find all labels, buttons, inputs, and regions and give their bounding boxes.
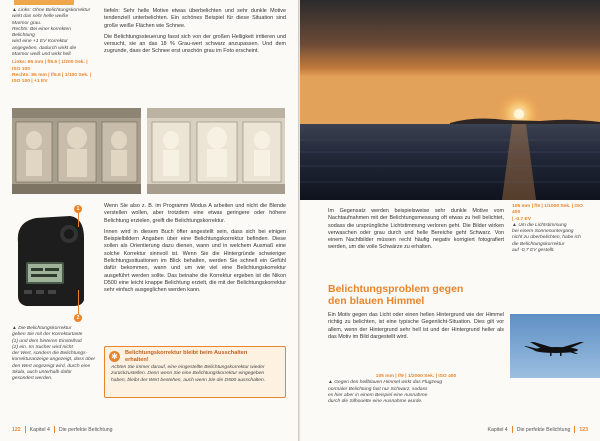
section-heading: [328, 283, 504, 307]
exif-info: Rechts: 85 mm | f/5.6 | 1/100 Sek. | ISO 100 | +1 EV: [12, 72, 92, 85]
callout-line: [78, 213, 79, 227]
caption-line: gesondert werden.: [12, 376, 53, 382]
caption-line: wird eine +1 EV Korrektur: [12, 39, 68, 45]
photo-sunset-sea: [300, 0, 600, 200]
photo-airplane-sky: [510, 314, 600, 378]
tip-line: Achten Sie immer darauf, eine eingestellte Belichtungskorrektur wieder: [111, 365, 265, 370]
paragraph: Die Belichtungssteuerung fasst sich von der großen Helligkeit irritieren und versucht, sie an das 18 % Grau-wert schwarz anzupassen. Und dem zugrunde, dass der Schnee erst unschön grau im Foto erscheint.: [104, 33, 286, 55]
body-text-mid: [104, 203, 286, 299]
paragraph: Innen wird in diesem Buch öfter angestellt sein, dass sich bei einigen Beispielbildern Angaben über eine Belichtungskorrektur befinden. Diese sollen als Orientierung dazu dienen, wann und in welchem Ausmaß eine solche Korrektur sinnvoll ist. Wenn Sie die Hintergründe schwieriger Belichtungssituationen im Blick behalten, werden Sie schnell ein Gefühl dafür bekommen, wann und um wie viel eine Belichtungskorrektur ausgeführt werden sollte. Das beinahe die Korrektur ergeben ist die Nikon D500 eine leicht knappe Belichtung erzielt, die mit der Belichtungskorrektur sehr einfach ausgeglichen werden kann.: [104, 228, 286, 294]
exif-info: | -0.7 EV: [512, 216, 532, 222]
caption-line: wirkt das sehr helle weiße: [12, 14, 69, 20]
caption-line: der Wert, sondern die Belichtungs-: [12, 351, 88, 357]
caption-line: ▲ Um die Lichtstimmung: [512, 222, 567, 228]
caption-bottom-right: [328, 374, 504, 405]
heading-line: Belichtungsproblem gegen: [328, 283, 464, 295]
caption-line: ▲ Die Belichtungskorrektur: [12, 326, 72, 331]
exif-info: 105 mm | f/9 | 1/1000 Sek. | ISO 400: [512, 204, 583, 216]
left-page: [0, 0, 298, 441]
right-page: [300, 0, 600, 441]
paragraph: Wenn Sie also z. B. im Programm Modus A arbeiten und nicht die Blende verstellen wollen, aber trotzdem eine etwas geringere oder höhere Belichtung erzielen, greift die Belichtungskorrektur.: [104, 203, 286, 224]
caption-bottom-left: [12, 326, 96, 383]
chapter-label: Kapitel 4: [487, 426, 508, 433]
paragraph: Im Gegensatz werden beispielsweise sehr dunkle Motive vom Nachtaufnahmen mit der Belichtungsmessung oft etwas zu hell belichtet, sodass die ursprüngliche Lichtstimmung verloren geht. Die Bilder wirken verwaschen oder grau durch und helle Bereiche geht Schwarz. Von einem Nachtbilder müssen recht häufig negativ korrigiert fotografiert werden, um die volle Schwärze zu erhalten.: [328, 208, 504, 251]
photo-marble-relief-left: [12, 108, 141, 194]
caption-line: Skala, auch unterhalb dafür: [12, 370, 72, 376]
photo-camera-back: [14, 212, 86, 308]
caption-line: ▲ Links: Ohne Belichtungskorrektur: [12, 8, 91, 13]
exif-info: Links: 85 mm | f/5.6 | 1/200 Sek. | ISO 100: [12, 60, 88, 72]
callout-line: [78, 290, 79, 314]
footer-left: [12, 426, 113, 433]
body-text-top: [104, 8, 286, 60]
accent-bar: [14, 0, 74, 5]
tip-body: [111, 365, 279, 384]
chapter-title: Die perfekte Belichtung: [58, 426, 113, 433]
chapter-title: Die perfekte Belichtung: [516, 426, 571, 433]
tip-title: [125, 350, 247, 364]
tip-title-line: Belichtungskorrektur bleibt beim Ausschalten: [125, 350, 248, 356]
heading-line: den blauen Himmel: [328, 295, 425, 307]
caption-line: (2) ein. Im Sucher wird nicht: [12, 344, 73, 350]
caption-line: Rechts: Bei einer korrekten Belichtung: [12, 26, 71, 39]
body-text-bottom-right: [328, 312, 504, 345]
caption-line: durch die Silhouette eine Ausnahme wurde.: [328, 399, 423, 405]
caption-top-right: [512, 204, 592, 254]
caption-line: die Belichtungskorrektur: [512, 241, 565, 247]
lightbulb-icon: ✱: [109, 351, 120, 362]
caption-line: es hier aber in einem Beispiel eine Ausnahme: [328, 392, 428, 398]
tip-box: [104, 346, 286, 398]
page-number: 123: [579, 426, 588, 433]
caption-line: Marmor weiß und wirkt hell.: [12, 52, 72, 58]
tip-title-line: erhalten!: [125, 356, 149, 363]
footer-right: [488, 426, 589, 433]
caption-line: den Wert angezeigt wird, durch eine: [12, 363, 91, 369]
body-text-top-right: [328, 208, 504, 256]
caption-line: korrekturanzeige angezeigt, dass über: [12, 357, 96, 363]
caption-line: (1) und dem hinteren Einstellrad: [12, 338, 82, 344]
chapter-label: Kapitel 4: [29, 426, 50, 433]
caption-line: nicht zu überbelichten, habe ich: [512, 235, 581, 241]
page-number: 122: [12, 426, 21, 433]
caption-top-left: [12, 8, 94, 86]
tip-line: zurückzustellen. Denn wenn Sie eine Belichtungskorrektur eingegeben: [111, 371, 265, 377]
caption-line: geben Sie mit der Korrekturtaste: [12, 332, 83, 338]
paragraph: Ein Motiv gegen das Licht oder einen hellen Hintergrund wie der Himmel richtig zu belichten, ist eine typische Gegenlicht-Situation. Dies gilt vor allem, wenn der Hintergrund sehr hell ist und der Hintergrund heller als das Motiv im Bild dargestellt wird.: [328, 312, 504, 340]
caption-line: bei einem Sonnenuntergang: [512, 229, 574, 235]
exif-info: 105 mm | f/9 | 1/2000 Sek. | ISO 400: [375, 374, 457, 379]
caption-line: ▲ Gegen den hellblauen Himmel wirkt das Flugzeug: [328, 380, 443, 386]
tip-line: haben, bleibt der Wert bestehen, auch wenn Sie die D500 ausschalten.: [111, 377, 266, 383]
caption-line: angegeben, dadurch wirkt die: [12, 45, 77, 51]
paragraph: tiefeln: Sehr helle Motive etwas überbelichten und sehr dunkle Motive tendenziell unterbelichten. Ein schönes Beispiel für diese Situation sind große weiße Flächen wie Schnee.: [104, 8, 286, 29]
callout-badge-2: 2: [74, 314, 82, 322]
photo-marble-relief-right: [147, 108, 285, 194]
caption-line: normaler Belichtung fast nur Schwarz, sodass: [328, 386, 428, 392]
caption-line: auf -0,7 EV gestellt.: [512, 248, 555, 254]
callout-badge-1: 1: [74, 205, 82, 213]
caption-line: Marmor grau.: [12, 20, 42, 26]
